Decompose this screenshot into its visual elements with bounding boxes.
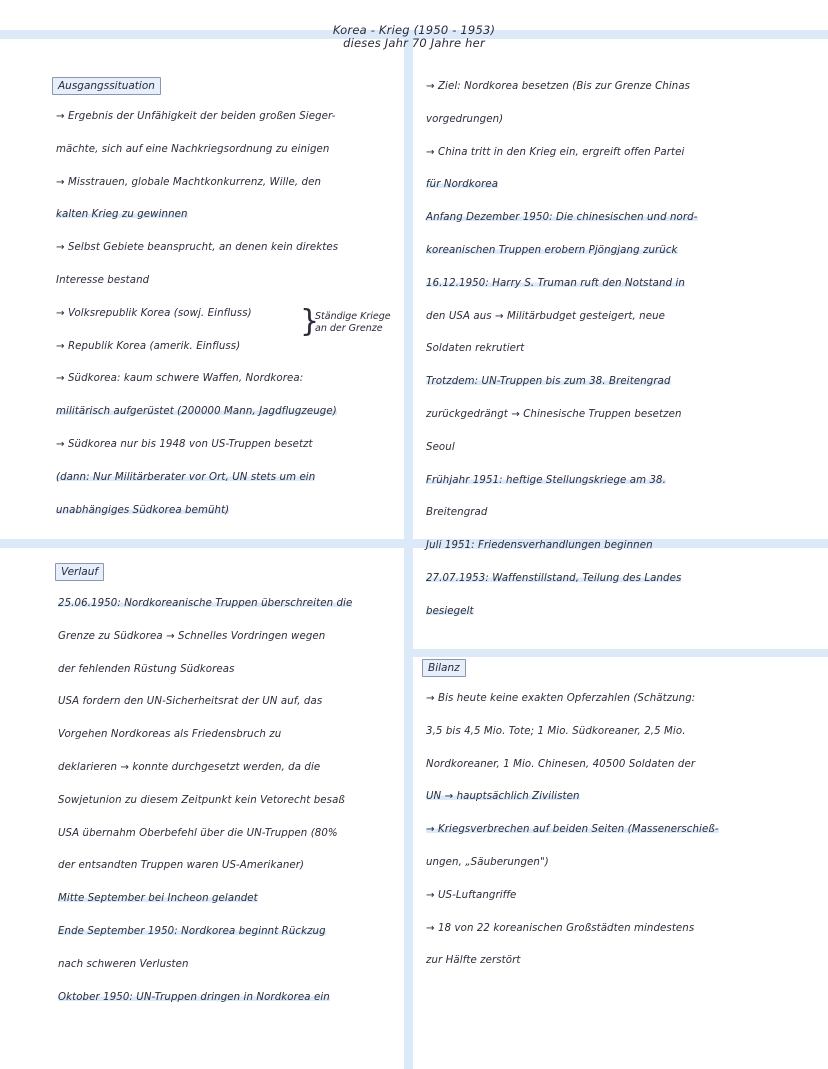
curly-brace: } [300,304,320,339]
highlighted-text: 27.07.1953: Waffenstillstand, Teilung des Landes [426,572,682,584]
highlighted-text: 16.12.1950: Harry S. Truman ruft den Notstand in [426,277,685,289]
grid-band-vertical [404,30,413,1069]
text-line: ungen, „Säuberungen") [426,856,549,868]
text-line: zur Hälfte zerstört [426,955,521,967]
section-verlauf-continued [426,71,698,629]
highlighted-text: (dann: Nur Militärberater vor Ort, UN stets um ein [56,471,316,483]
heading-verlauf: Verlauf [55,563,104,581]
text-line: → Südkorea nur bis 1948 von US-Truppen besetzt [56,438,313,450]
brace-annotation [315,311,391,335]
grid-band-middle [0,539,828,548]
heading-bilanz: Bilanz [422,659,466,677]
text-line: → US-Luftangriffe [426,889,517,901]
text-line: → Ziel: Nordkorea besetzen (Bis zur Grenze Chinas [426,81,691,92]
highlighted-text: Juli 1951: Friedensverhandlungen beginnen [426,540,653,552]
highlighted-text: Trotzdem: UN-Truppen bis zum 38. Breitengrad [426,376,671,388]
highlighted-text: Anfang Dezember 1950: Die chinesischen und nord- [426,212,698,224]
section-bilanz [426,683,719,978]
text-line: zurückgedrängt → Chinesische Truppen besetzen [426,408,682,420]
text-line: Vorgehen Nordkoreas als Friedensbruch zu [58,729,282,741]
text-line: der fehlenden Rüstung Südkoreas [58,663,235,675]
text-line: → Volksrepublik Korea (sowj. Einfluss) [56,307,252,319]
text-line: Interesse bestand [56,274,150,286]
highlighted-text: Oktober 1950: UN-Truppen dringen in Nordkorea ein [58,991,330,1003]
text-line: der entsandten Truppen waren US-Amerikaner) [58,860,305,872]
text-line: → Misstrauen, globale Machtkonkurrenz, Wille, den [56,176,322,188]
highlighted-text: Frühjahr 1951: heftige Stellungskriege am 38. [426,474,666,486]
text-line: 3,5 bis 4,5 Mio. Tote; 1 Mio. Südkoreaner, 2,5 Mio. [426,725,686,737]
section-ausgangssituation [56,101,338,527]
text-line: → China tritt in den Krieg ein, ergreift offen Partei [426,146,685,158]
highlighted-text: kalten Krieg zu gewinnen [56,209,188,221]
text-line: nach schweren Verlusten [58,958,189,970]
text-line: USA fordern den UN-Sicherheitsrat der UN auf, das [58,696,323,708]
highlighted-text: unabhängiges Südkorea bemüht) [56,504,230,516]
title-line-2: dieses Jahr 70 Jahre her [343,36,485,50]
text-line: → Südkorea: kaum schwere Waffen, Nordkorea: [56,373,304,385]
highlighted-text: besiegelt [426,605,474,617]
text-line: deklarieren → konnte durchgesetzt werden, da die [58,761,321,773]
heading-ausgangssituation: Ausgangssituation [52,77,161,95]
text-line: vorgedrungen) [426,113,504,125]
highlighted-text: für Nordkorea [426,179,499,191]
text-line: USA übernahm Oberbefehl über die UN-Truppen (80% [58,827,338,839]
text-line: mächte, sich auf eine Nachkriegsordnung zu einigen [56,143,330,155]
highlighted-text: Ende September 1950: Nordkorea beginnt Rückzug [58,925,326,937]
highlighted-text: 25.06.1950: Nordkoreanische Truppen überschreiten die [58,598,353,609]
section-verlauf [58,588,352,1014]
highlighted-text: UN → hauptsächlich Zivilisten [426,791,580,803]
title-line-1: Korea - Krieg (1950 - 1953) [332,23,496,37]
text-line: den USA aus → Militärbudget gesteigert, neue [426,310,666,322]
brace-label: an der Grenze [315,323,383,334]
text-line: Breitengrad [426,507,488,519]
text-line: Sowjetunion zu diesem Zeitpunkt kein Vetorecht besaß [58,794,345,806]
text-line: → Republik Korea (amerik. Einfluss) [56,340,241,352]
text-line: → Selbst Gebiete beansprucht, an denen kein direktes [56,242,339,254]
text-line: Seoul [426,441,455,453]
text-line: Soldaten rekrutiert [426,343,525,355]
text-line: → Ergebnis der Unfähigkeit der beiden großen Sieger- [56,111,336,122]
highlighted-text: Mitte September bei Incheon gelandet [58,893,258,905]
text-line: → Bis heute keine exakten Opferzahlen (Schätzung: [426,693,696,704]
text-line: Grenze zu Südkorea → Schnelles Vordringen wegen [58,630,326,642]
page-title [0,24,828,50]
highlighted-text: militärisch aufgerüstet (200000 Mann, Jagdflugzeuge) [56,406,337,418]
text-line: → 18 von 22 koreanischen Großstädten mindestens [426,922,695,934]
grid-band-right [410,649,828,657]
highlighted-text: → Kriegsverbrechen auf beiden Seiten (Massenerschieß- [426,824,719,836]
highlighted-text: koreanischen Truppen erobern Pjöngjang zurück [426,244,678,256]
text-line: Nordkoreaner, 1 Mio. Chinesen, 40500 Soldaten der [426,758,696,770]
brace-label: Ständige Kriege [315,311,391,322]
